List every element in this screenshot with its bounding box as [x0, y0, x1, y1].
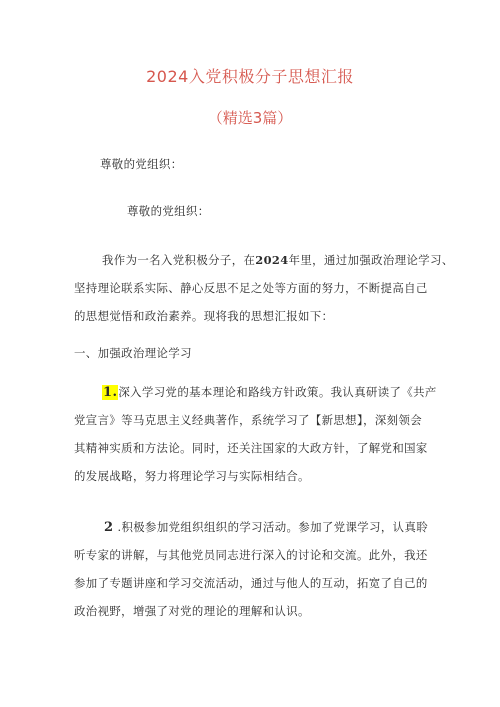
- list-item-1: [74, 378, 437, 490]
- item-2-line-1: [74, 513, 434, 541]
- greeting-line-indented: 尊敬的党组织：: [127, 204, 210, 218]
- greeting-line: 尊敬的党组织：: [100, 157, 183, 171]
- intro-line-1-post: 年里，通过加强政治理论学习、: [288, 253, 454, 267]
- item-2-text-1: .积极参加党组织组织的学习活动。参加了党课学习，认真聆: [117, 520, 429, 534]
- item-1-line-1: [74, 378, 437, 406]
- section-heading: 一、加强政治理论学习: [74, 346, 192, 360]
- intro-paragraph: [74, 246, 454, 330]
- document-title: 2024入党积极分子思想汇报: [146, 67, 354, 86]
- intro-line-1-pre: 我作为一名入党积极分子，在: [102, 253, 256, 267]
- intro-line-2: 坚持理论联系实际、静心反思不足之处等方面的努力，不断提高自己: [74, 281, 428, 295]
- item-2-line-4: 政治视野，增强了对党的理论的理解和认识。: [74, 604, 310, 618]
- item-1-line-2: 党宣言》等马克思主义经典著作，系统学习了【新思想】，深刻领会: [74, 413, 423, 427]
- item-2-line-2: 听专家的讲解，与其他党员同志进行深入的讨论和交流。此外，我还: [74, 548, 428, 562]
- intro-year: 2024: [255, 253, 289, 267]
- item-1-line-4: 的发展战略，努力将理论学习与实际相结合。: [74, 469, 310, 483]
- item-1-line-3: 其精神实质和方法论。同时，还关注国家的大政方针，了解党和国家: [74, 441, 428, 455]
- document-subtitle: （精选3篇）: [207, 109, 293, 127]
- intro-line-3: 的思想觉悟和政治素养。现将我的思想汇报如下：: [74, 309, 334, 323]
- intro-line-1: [74, 246, 454, 274]
- item-2-number: 2: [104, 520, 114, 535]
- item-2-line-3: 参加了专题讲座和学习交流活动，通过与他人的互动，拓宽了自己的: [74, 576, 428, 590]
- item-1-text-1: 深入学习党的基本理论和路线方针政策。我认真研读了《共产: [118, 385, 437, 399]
- item-1-number-highlight: 1.: [103, 385, 118, 400]
- list-item-2: [74, 513, 434, 625]
